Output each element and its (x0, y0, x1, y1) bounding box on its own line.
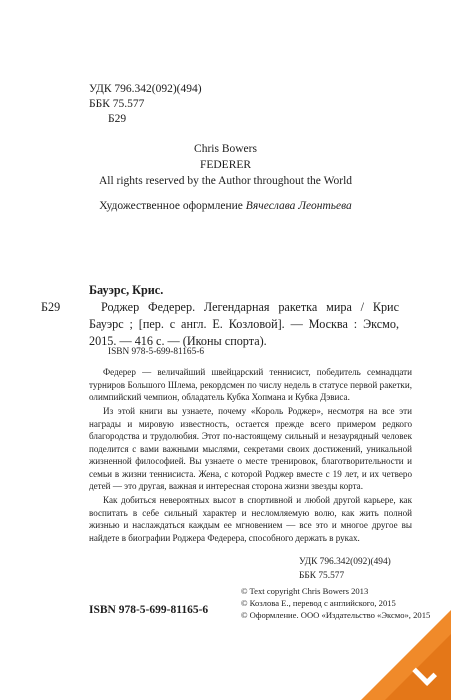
copyright-line: © Оформление. ООО «Издательство «Эксмо», 2015 (241, 610, 431, 620)
original-author: Chris Bowers (194, 143, 257, 155)
annotation-paragraph: Из этой книги вы узнаете, почему «Король Роджер», несмотря на все эти награды и мировую известность, остается прежде всего примером редкого благородства и трудолюбия. Этот по-настоящему сильный и незаурядный человек поделится с вами важными мыслями, секретами своих достижений, уникальной жизненной философией. Вы узнаете о месте тренировок, благотворительности и семьи в жизни теннисиста. Жена, с которой Роджер вместе с 19 лет, и их четверо детей — это другая, важная и интересная сторона жизни звезды корта. (89, 406, 412, 491)
design-credit-prefix: Художественное оформление (99, 200, 246, 212)
litres-corner-icon (333, 582, 451, 700)
bibliography-description: Роджер Федерер. Легендарная ракетка мира / Крис Бауэрс ; [пер. с англ. Е. Козловой]. — Москва : Эксмо, 2015. — 416 с. — (Иконы спорта). (89, 300, 399, 348)
design-credit (0, 200, 451, 212)
bibliography-author-heading (89, 282, 399, 299)
annotation-paragraph: Федерер — величайший швейцарский теннисист, победитель семнадцати турниров Большого Шлема, рекордсмен по числу недель в статусе первой ракетки, олимпийский чемпион, обладатель Кубка Хопмана и Кубка Дэвиса. (89, 367, 412, 402)
rights-notice: All rights reserved by the Author throughout the World (98, 175, 353, 187)
author-mark: Б29 (108, 113, 127, 125)
annotation-paragraph: Как добиться невероятных высот в спортивной и любой другой карьере, как воспитать в себе сильный характер и несломляемую волю, как жить полной жизнью и наслаждаться каждым ее мгновением — все это и многое другое вы найдете в биографии Роджера Федерера, способного держать в руках. (89, 495, 412, 543)
author-heading: Бауэрс, Крис. (89, 283, 164, 297)
original-title: FEDERER (199, 159, 252, 171)
udk-code: УДК 796.342(092)(494) (89, 83, 202, 95)
bibliography-author-mark: Б29 (41, 300, 61, 314)
annotation (89, 366, 412, 546)
copyright-line: © Козлова Е., перевод с английского, 2015 (241, 598, 396, 608)
design-credit-name: Вячеслава Леонтьева (245, 200, 352, 212)
bbk-code-bottom: ББК 75.577 (299, 571, 345, 581)
bbk-code: ББК 75.577 (89, 98, 145, 110)
isbn-footer: ISBN 978-5-699-81165-6 (89, 604, 209, 616)
bibliography-isbn: ISBN 978-5-699-81165-6 (108, 347, 204, 357)
copyright-line: © Text copyright Chris Bowers 2013 (241, 586, 369, 596)
udk-code-bottom: УДК 796.342(092)(494) (299, 557, 391, 567)
